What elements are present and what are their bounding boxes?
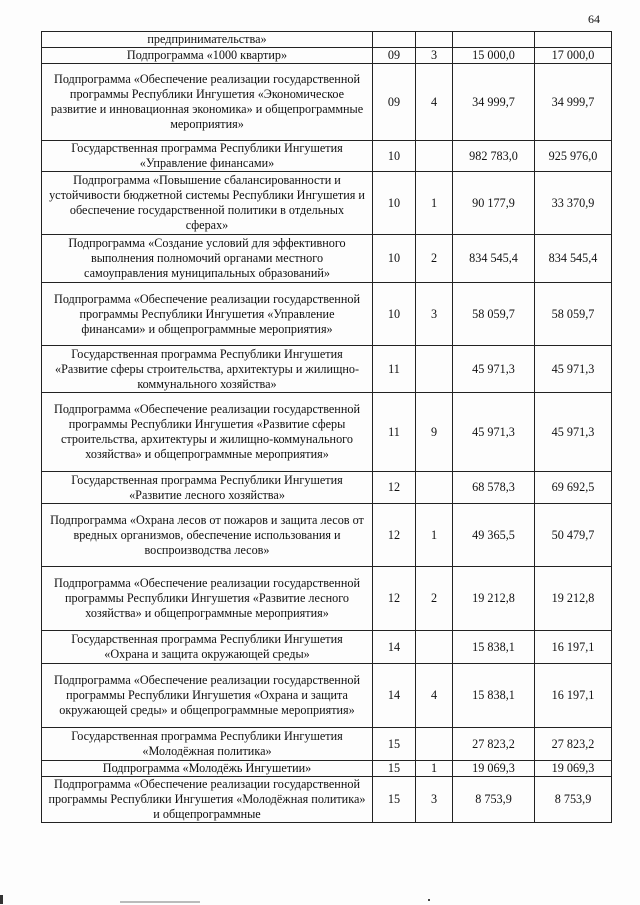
amount-year1-cell: 19 069,3: [453, 761, 535, 777]
program-name-cell: Подпрограмма «Обеспечение реализации государственной программы Республики Ингушетия «Молодёжная политика» и общепрограммные: [42, 777, 373, 823]
subprogram-code-cell: [416, 141, 453, 172]
subprogram-code-cell: 3: [416, 283, 453, 346]
program-code-cell: 09: [373, 64, 416, 141]
amount-year2-cell: 17 000,0: [535, 48, 612, 64]
program-name-cell: Подпрограмма «Обеспечение реализации государственной программы Республики Ингушетия «Развитие сферы строительства, архитектуры и жилищно-коммунального хозяйства» и общепрограммные мероприятия»: [42, 393, 373, 472]
program-code-cell: 15: [373, 761, 416, 777]
program-name-cell: Подпрограмма «Обеспечение реализации государственной программы Республики Ингушетия «Охрана и защита окружающей среды» и общепрограммные мероприятия»: [42, 664, 373, 728]
amount-year2-cell: 925 976,0: [535, 141, 612, 172]
budget-table: [41, 31, 612, 823]
subprogram-code-cell: 1: [416, 172, 453, 235]
table-row: [42, 141, 612, 172]
subprogram-code-cell: [416, 346, 453, 393]
subprogram-code-cell: 3: [416, 48, 453, 64]
subprogram-code-cell: 1: [416, 761, 453, 777]
table-row: [42, 48, 612, 64]
amount-year2-cell: 69 692,5: [535, 472, 612, 504]
amount-year1-cell: 49 365,5: [453, 504, 535, 567]
program-name-cell: Подпрограмма «Молодёжь Ингушетии»: [42, 761, 373, 777]
subprogram-code-cell: 4: [416, 64, 453, 141]
amount-year1-cell: 27 823,2: [453, 728, 535, 761]
program-name-cell: Подпрограмма «Создание условий для эффективного выполнения полномочий органами местного самоуправления муниципальных образований»: [42, 235, 373, 283]
amount-year2-cell: 19 212,8: [535, 567, 612, 631]
subprogram-code-cell: 3: [416, 777, 453, 823]
table-row: [42, 32, 612, 48]
amount-year2-cell: 834 545,4: [535, 235, 612, 283]
amount-year2-cell: 45 971,3: [535, 346, 612, 393]
amount-year1-cell: 19 212,8: [453, 567, 535, 631]
table-row: [42, 761, 612, 777]
program-code-cell: 15: [373, 777, 416, 823]
amount-year1-cell: 68 578,3: [453, 472, 535, 504]
subprogram-code-cell: [416, 32, 453, 48]
amount-year2-cell: 27 823,2: [535, 728, 612, 761]
program-code-cell: 10: [373, 141, 416, 172]
amount-year2-cell: 50 479,7: [535, 504, 612, 567]
program-name-cell: Государственная программа Республики Ингушетия «Управление финансами»: [42, 141, 373, 172]
amount-year2-cell: 16 197,1: [535, 631, 612, 664]
amount-year1-cell: 90 177,9: [453, 172, 535, 235]
program-name-cell: Подпрограмма «1000 квартир»: [42, 48, 373, 64]
scan-mark: [120, 901, 200, 903]
amount-year2-cell: 16 197,1: [535, 664, 612, 728]
program-code-cell: 10: [373, 172, 416, 235]
subprogram-code-cell: 2: [416, 567, 453, 631]
table-row: [42, 64, 612, 141]
subprogram-code-cell: [416, 472, 453, 504]
program-code-cell: 15: [373, 728, 416, 761]
program-name-cell: Подпрограмма «Охрана лесов от пожаров и защита лесов от вредных организмов, обеспечение использования и воспроизводства лесов»: [42, 504, 373, 567]
amount-year1-cell: 15 838,1: [453, 631, 535, 664]
amount-year1-cell: 58 059,7: [453, 283, 535, 346]
amount-year2-cell: [535, 32, 612, 48]
table-row: [42, 631, 612, 664]
table-row: [42, 504, 612, 567]
table-row: [42, 172, 612, 235]
subprogram-code-cell: 4: [416, 664, 453, 728]
program-code-cell: 14: [373, 664, 416, 728]
program-name-cell: Государственная программа Республики Ингушетия «Охрана и защита окружающей среды»: [42, 631, 373, 664]
table-row: [42, 777, 612, 823]
subprogram-code-cell: [416, 631, 453, 664]
amount-year1-cell: 8 753,9: [453, 777, 535, 823]
program-name-cell: Государственная программа Республики Ингушетия «Развитие сферы строительства, архитектуры и жилищно-коммунального хозяйства»: [42, 346, 373, 393]
scan-mark: [428, 899, 430, 901]
program-name-cell: Подпрограмма «Повышение сбалансированности и устойчивости бюджетной системы Республики Ингушетия и обеспечение государственной политики в отдельных сферах»: [42, 172, 373, 235]
program-name-cell: Государственная программа Республики Ингушетия «Развитие лесного хозяйства»: [42, 472, 373, 504]
program-name-cell: Подпрограмма «Обеспечение реализации государственной программы Республики Ингушетия «Развитие лесного хозяйства» и общепрограммные мероприятия»: [42, 567, 373, 631]
amount-year2-cell: 58 059,7: [535, 283, 612, 346]
program-code-cell: 10: [373, 235, 416, 283]
program-code-cell: 11: [373, 393, 416, 472]
program-name-cell: Государственная программа Республики Ингушетия «Молодёжная политика»: [42, 728, 373, 761]
program-code-cell: 14: [373, 631, 416, 664]
amount-year1-cell: 45 971,3: [453, 393, 535, 472]
amount-year1-cell: 15 838,1: [453, 664, 535, 728]
program-name-cell: Подпрограмма «Обеспечение реализации государственной программы Республики Ингушетия «Управление финансами» и общепрограммные мероприятия»: [42, 283, 373, 346]
program-code-cell: [373, 32, 416, 48]
amount-year1-cell: [453, 32, 535, 48]
table-row: [42, 393, 612, 472]
amount-year2-cell: 45 971,3: [535, 393, 612, 472]
amount-year1-cell: 982 783,0: [453, 141, 535, 172]
page-number: 64: [588, 12, 600, 26]
program-code-cell: 11: [373, 346, 416, 393]
budget-table-body: [42, 32, 612, 823]
amount-year1-cell: 34 999,7: [453, 64, 535, 141]
scan-mark: [0, 895, 3, 904]
table-row: [42, 472, 612, 504]
subprogram-code-cell: [416, 728, 453, 761]
program-name-cell: Подпрограмма «Обеспечение реализации государственной программы Республики Ингушетия «Экономическое развитие и инновационная экономика» и общепрограммные мероприятия»: [42, 64, 373, 141]
table-row: [42, 346, 612, 393]
amount-year1-cell: 45 971,3: [453, 346, 535, 393]
amount-year2-cell: 19 069,3: [535, 761, 612, 777]
subprogram-code-cell: 2: [416, 235, 453, 283]
table-row: [42, 664, 612, 728]
subprogram-code-cell: 9: [416, 393, 453, 472]
table-row: [42, 567, 612, 631]
program-code-cell: 12: [373, 472, 416, 504]
amount-year2-cell: 33 370,9: [535, 172, 612, 235]
program-code-cell: 12: [373, 567, 416, 631]
program-name-cell: предпринимательства»: [42, 32, 373, 48]
amount-year1-cell: 834 545,4: [453, 235, 535, 283]
program-code-cell: 12: [373, 504, 416, 567]
subprogram-code-cell: 1: [416, 504, 453, 567]
table-row: [42, 728, 612, 761]
scan-artifacts: [0, 893, 640, 905]
program-code-cell: 09: [373, 48, 416, 64]
table-row: [42, 235, 612, 283]
amount-year2-cell: 8 753,9: [535, 777, 612, 823]
table-row: [42, 283, 612, 346]
amount-year2-cell: 34 999,7: [535, 64, 612, 141]
amount-year1-cell: 15 000,0: [453, 48, 535, 64]
program-code-cell: 10: [373, 283, 416, 346]
